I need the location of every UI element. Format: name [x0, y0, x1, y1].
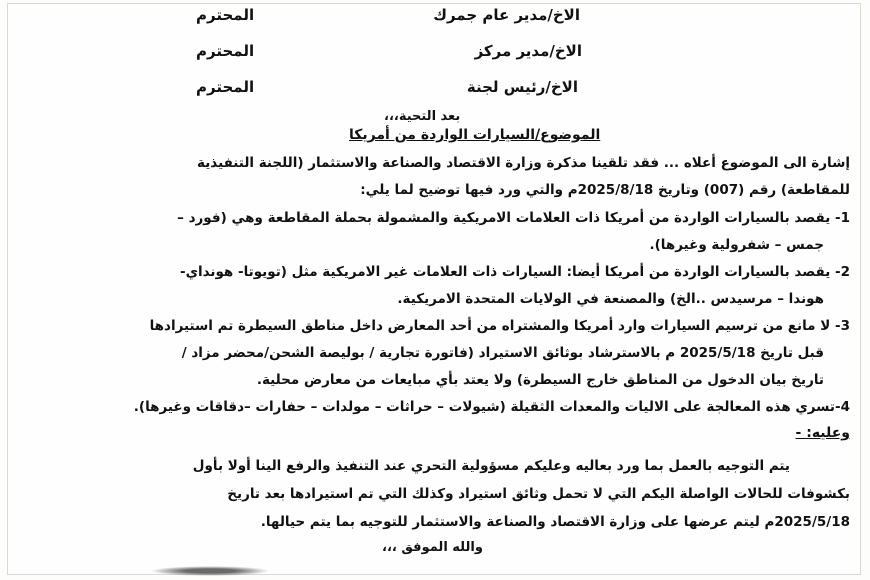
- honorific-2: المحترم: [196, 42, 255, 60]
- item-1-line-1: 1- يقصد بالسيارات الواردة من أمريكا ذات العلامات الامريكية والمشمولة بحملة المقاطعة وهي (فورد –: [177, 210, 850, 226]
- addressee-2: الاخ/مدير مركز: [474, 42, 582, 60]
- addressee-3: الاخ/رئيس لجنة: [466, 78, 578, 96]
- honorific-1: المحترم: [196, 6, 255, 24]
- greeting: بعد التحية،،،: [384, 109, 461, 124]
- signoff: والله الموفق ،،،: [382, 540, 483, 555]
- closing-line-3: 2025/5/18م ليتم عرضها على وزارة الاقتصاد والصناعة والاستثمار للتوجيه بما يتم حيالها.: [260, 514, 850, 530]
- item-2-line-2: هوندا – مرسيدس ..الخ) والمصنعة في الولايات المتحدة الامريكية.: [397, 291, 824, 307]
- item-3-line-1: 3- لا مانع من ترسيم السيارات وارد أمريكا والمشتراه من أحد المعارض داخل مناطق السيطرة تم استيرادها: [149, 318, 850, 334]
- item-4-line-1: 4-تسري هذه المعالجة على الاليات والمعدات الثقيلة (شيولات – حراثات – مولدات – حفارات –دقاقات وغيرها).: [133, 399, 850, 415]
- item-3-line-2: قبل تاريخ 2025/5/18 م بالاسترشاد بوثائق الاستيراد (فاتورة تجارية / بوليصة الشحن/محضر مزاد /: [181, 345, 824, 361]
- subject-line: الموضوع/السيارات الواردة من أمريكا: [349, 127, 601, 143]
- item-2-line-1: 2- يقصد بالسيارات الواردة من أمريكا أيضا: السيارات ذات العلامات غير الامريكية مثل (تويوتا- هونداي-: [179, 264, 850, 280]
- item-1-line-2: جمس – شفرولية وغيرها).: [649, 237, 824, 253]
- therefore-heading: وعليه: -: [795, 425, 850, 441]
- addressee-1: الاخ/مدير عام جمرك: [433, 6, 580, 24]
- closing-line-1: يتم التوجيه بالعمل بما ورد بعاليه وعليكم مسؤولية التحري عند التنفيذ والرفع الينا أولا بأول: [192, 458, 790, 474]
- scan-artifact: [150, 566, 270, 576]
- intro-line-2: للمقاطعة) رقم (007) وتاريخ 2025/8/18م والتي ورد فيها توضيح لما يلي:: [360, 182, 850, 198]
- intro-line-1: إشارة الى الموضوع أعلاه ... فقد تلقينا مذكرة وزارة الاقتصاد والصناعة والاستثمار (اللجنة التنفيذية: [197, 155, 850, 171]
- closing-line-2: بكشوفات للحالات الواصلة اليكم التي لا تحمل وثائق استيراد وكذلك التي تم استيرادها بعد تاريخ: [227, 486, 850, 502]
- honorific-3: المحترم: [196, 78, 255, 96]
- item-3-line-3: تاريخ بيان الدخول من المناطق خارج السيطرة) ولا يعتد بأي مبايعات من معارض محلية.: [256, 372, 824, 388]
